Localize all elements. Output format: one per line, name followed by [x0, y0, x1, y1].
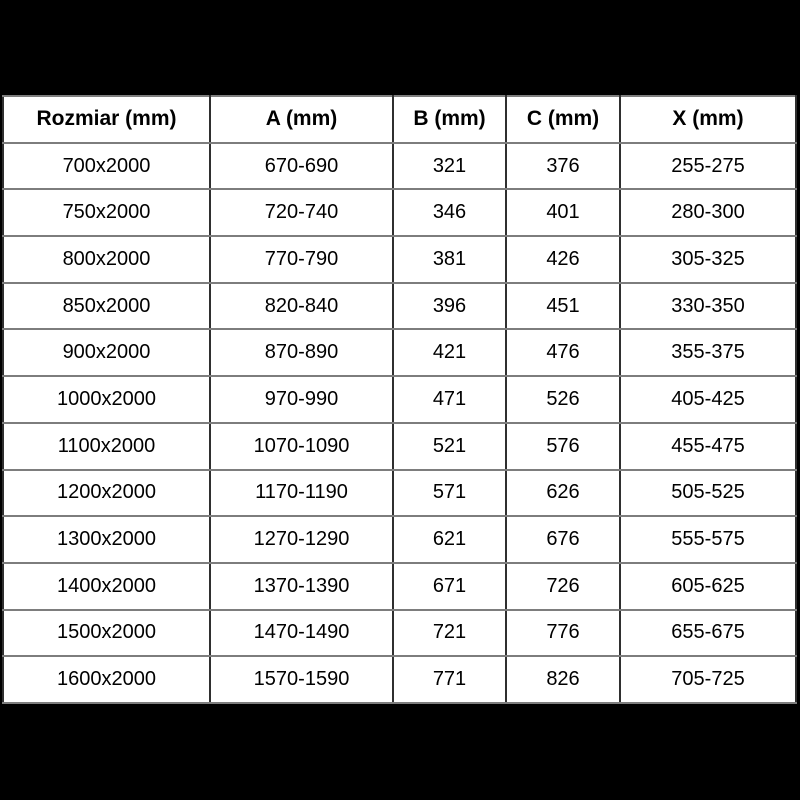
- table-cell: 255-275: [620, 143, 796, 190]
- table-cell: 451: [506, 283, 620, 330]
- table-cell: 771: [393, 656, 506, 703]
- table-cell: 970-990: [210, 376, 393, 423]
- table-row: [3, 470, 796, 517]
- table-header-row: [3, 96, 796, 143]
- table-row: [3, 329, 796, 376]
- table-cell: 396: [393, 283, 506, 330]
- column-header: A (mm): [210, 96, 393, 143]
- table-cell: 505-525: [620, 470, 796, 517]
- table-cell: 800x2000: [3, 236, 210, 283]
- table-cell: 1000x2000: [3, 376, 210, 423]
- table-cell: 820-840: [210, 283, 393, 330]
- table-cell: 655-675: [620, 610, 796, 657]
- table-cell: 571: [393, 470, 506, 517]
- table-cell: 1470-1490: [210, 610, 393, 657]
- table-header: [3, 96, 796, 143]
- table-row: [3, 376, 796, 423]
- table-cell: 1300x2000: [3, 516, 210, 563]
- table-cell: 826: [506, 656, 620, 703]
- table-cell: 670-690: [210, 143, 393, 190]
- column-header: X (mm): [620, 96, 796, 143]
- table-cell: 346: [393, 189, 506, 236]
- table-cell: 1600x2000: [3, 656, 210, 703]
- table-row: [3, 610, 796, 657]
- table-cell: 770-790: [210, 236, 393, 283]
- table-cell: 476: [506, 329, 620, 376]
- table-cell: 621: [393, 516, 506, 563]
- table-cell: 850x2000: [3, 283, 210, 330]
- table-cell: 1100x2000: [3, 423, 210, 470]
- table-cell: 471: [393, 376, 506, 423]
- table-cell: 1400x2000: [3, 563, 210, 610]
- table-cell: 1070-1090: [210, 423, 393, 470]
- table-row: [3, 516, 796, 563]
- table-cell: 1370-1390: [210, 563, 393, 610]
- size-spec-table: [2, 95, 797, 704]
- table-cell: 405-425: [620, 376, 796, 423]
- table-cell: 376: [506, 143, 620, 190]
- table-cell: 1170-1190: [210, 470, 393, 517]
- table-cell: 421: [393, 329, 506, 376]
- table-cell: 280-300: [620, 189, 796, 236]
- table-cell: 626: [506, 470, 620, 517]
- table-cell: 381: [393, 236, 506, 283]
- table-cell: 426: [506, 236, 620, 283]
- table-cell: 401: [506, 189, 620, 236]
- table-cell: 870-890: [210, 329, 393, 376]
- table-row: [3, 656, 796, 703]
- table-cell: 1200x2000: [3, 470, 210, 517]
- table-cell: 305-325: [620, 236, 796, 283]
- table-cell: 705-725: [620, 656, 796, 703]
- table-cell: 700x2000: [3, 143, 210, 190]
- table-row: [3, 236, 796, 283]
- table-row: [3, 283, 796, 330]
- size-spec-table-container: [2, 95, 795, 703]
- table-cell: 776: [506, 610, 620, 657]
- table-row: [3, 143, 796, 190]
- table-cell: 671: [393, 563, 506, 610]
- column-header: B (mm): [393, 96, 506, 143]
- table-cell: 330-350: [620, 283, 796, 330]
- table-row: [3, 423, 796, 470]
- table-cell: 526: [506, 376, 620, 423]
- table-cell: 1570-1590: [210, 656, 393, 703]
- table-cell: 750x2000: [3, 189, 210, 236]
- table-cell: 521: [393, 423, 506, 470]
- table-row: [3, 563, 796, 610]
- column-header: C (mm): [506, 96, 620, 143]
- table-body: [3, 143, 796, 703]
- table-cell: 900x2000: [3, 329, 210, 376]
- table-cell: 455-475: [620, 423, 796, 470]
- table-cell: 605-625: [620, 563, 796, 610]
- table-cell: 726: [506, 563, 620, 610]
- table-cell: 1270-1290: [210, 516, 393, 563]
- table-cell: 720-740: [210, 189, 393, 236]
- table-cell: 321: [393, 143, 506, 190]
- table-cell: 721: [393, 610, 506, 657]
- table-cell: 576: [506, 423, 620, 470]
- table-row: [3, 189, 796, 236]
- table-cell: 1500x2000: [3, 610, 210, 657]
- table-cell: 676: [506, 516, 620, 563]
- table-cell: 555-575: [620, 516, 796, 563]
- column-header: Rozmiar (mm): [3, 96, 210, 143]
- table-cell: 355-375: [620, 329, 796, 376]
